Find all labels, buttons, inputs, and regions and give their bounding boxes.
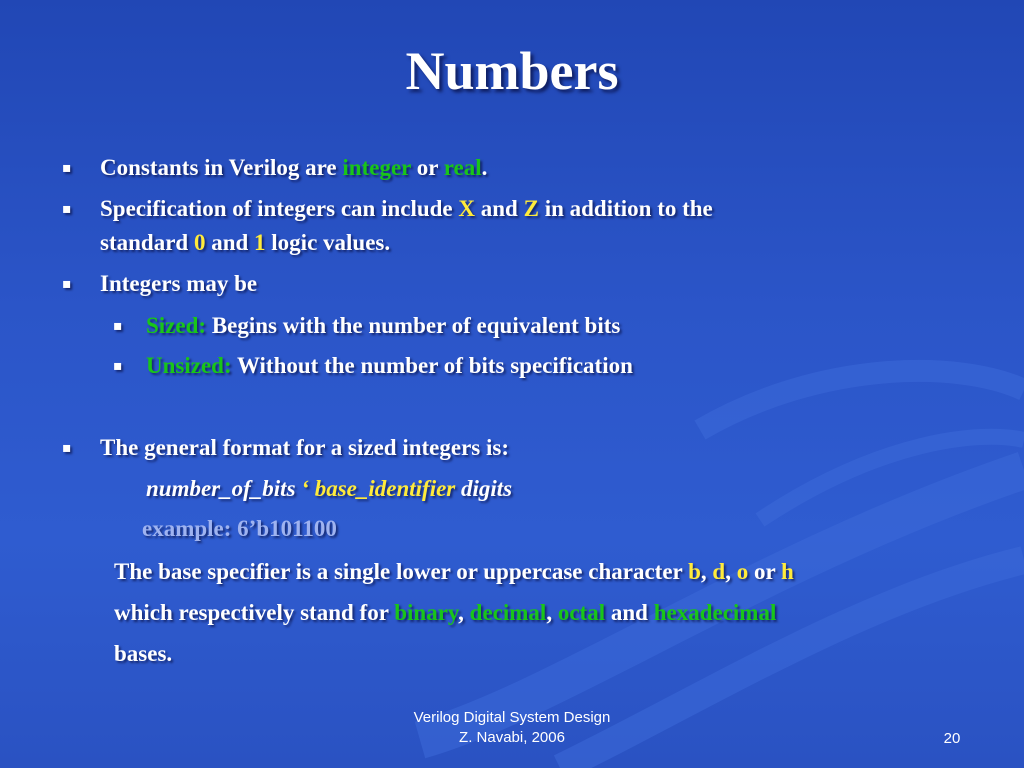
bullet-text: Begins with the number of equivalent bits [206, 313, 621, 338]
square-bullet-icon: ▪ [62, 276, 72, 292]
bullet-text: and [205, 230, 255, 255]
bullet-text: . [481, 155, 488, 180]
square-bullet-icon: ▪ [62, 160, 72, 176]
square-bullet-icon: ▪ [62, 440, 72, 456]
paragraph-text: The base specifier is a single lower or uppercase character [114, 559, 689, 584]
term-binary: binary [394, 600, 459, 625]
term-z: Z [523, 196, 539, 221]
bullet-text: or [410, 155, 444, 180]
sub-bullet-sized [146, 309, 620, 342]
bullet-specification-line1 [100, 192, 713, 225]
term-x: X [458, 196, 476, 221]
term-o: o [736, 559, 749, 584]
paragraph-text: or [748, 559, 781, 584]
bullet-constants [100, 151, 487, 184]
format-digits: digits [455, 476, 513, 501]
term-hexadecimal: hexadecimal [653, 600, 777, 625]
term-octal: octal [557, 600, 606, 625]
square-bullet-icon: ▪ [113, 358, 123, 374]
base-specifier-line2 [114, 596, 776, 629]
term-d: d [712, 559, 726, 584]
term-integer: integer [342, 155, 411, 180]
paragraph-text: , [458, 600, 470, 625]
paragraph-text: , [725, 559, 737, 584]
term-sized: Sized: [146, 313, 207, 338]
example-text: example: 6’b101100 [142, 516, 337, 541]
bullet-general-format: The general format for a sized integers is: [100, 435, 510, 460]
bullet-text: and [475, 196, 524, 221]
bullet-integers-may-be: Integers may be [100, 271, 258, 296]
format-syntax [146, 472, 512, 505]
format-quote: ‘ [301, 476, 309, 501]
term-real: real [443, 155, 482, 180]
term-decimal: decimal [469, 600, 547, 625]
square-bullet-icon: ▪ [62, 201, 72, 217]
bullet-text: Without the number of bits specification [231, 353, 633, 378]
format-base-identifier: base_identifier [308, 476, 456, 501]
footer-credit [362, 708, 662, 748]
bullet-text: in addition to the [538, 196, 713, 221]
term-zero: 0 [193, 230, 206, 255]
base-specifier-line1 [114, 555, 794, 588]
term-h: h [780, 559, 794, 584]
bullet-specification-line2 [100, 226, 390, 259]
slide-number: 20 [943, 730, 961, 747]
slide-title: Numbers [405, 41, 619, 101]
bullet-text: logic values. [265, 230, 391, 255]
footer-course-title: Verilog Digital System Design [413, 709, 611, 726]
footer-author: Z. Navabi, 2006 [459, 729, 565, 746]
base-specifier-line3: bases. [114, 641, 173, 666]
paragraph-text: which respectively stand for [114, 600, 395, 625]
format-number-of-bits: number_of_bits [146, 476, 302, 501]
term-one: 1 [254, 230, 266, 255]
paragraph-text: and [605, 600, 654, 625]
term-unsized: Unsized: [146, 353, 232, 378]
bullet-text: standard [100, 230, 194, 255]
square-bullet-icon: ▪ [113, 318, 123, 334]
bullet-text: Constants in Verilog are [100, 155, 343, 180]
term-b: b [688, 559, 701, 584]
paragraph-text: , [700, 559, 713, 584]
paragraph-text: , [546, 600, 558, 625]
bullet-text: Specification of integers can include [100, 196, 459, 221]
sub-bullet-unsized [146, 349, 633, 382]
